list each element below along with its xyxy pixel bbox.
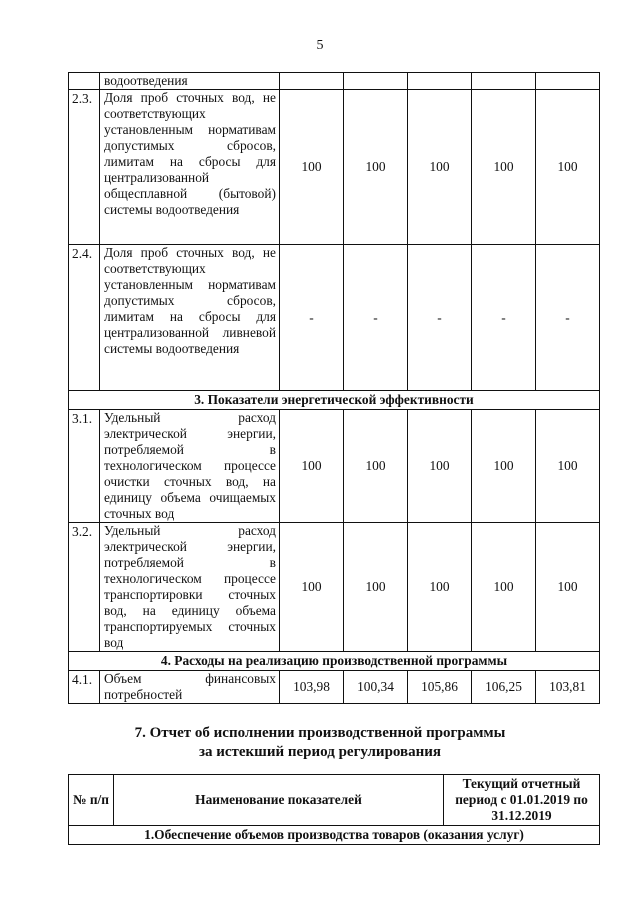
row-number: 4.1. [69, 671, 100, 704]
indicator-name: Доля проб сточных вод, не соответствующих установленным нормативам допустимых сбросов, лимитам на сбросы для централизованной ливневой системы водоотведения [100, 245, 280, 391]
table-row-continued [69, 73, 600, 90]
section-title: 3. Показатели энергетической эффективности [69, 391, 600, 410]
value-cell: 100 [408, 523, 472, 652]
section-heading-line: 7. Отчет об исполнении производственной программы [134, 725, 506, 741]
value-cell: 100 [536, 410, 600, 523]
value-cell: 100 [280, 523, 344, 652]
row-number: 3.1. [69, 410, 100, 523]
value-cell: 100 [408, 90, 472, 245]
value-cell: 100 [344, 90, 408, 245]
value-cell: 100 [472, 523, 536, 652]
value-cell: 103,98 [280, 671, 344, 704]
indicators-table [68, 72, 600, 704]
table-row [69, 90, 600, 245]
value-cell: 100 [344, 523, 408, 652]
table-row [69, 523, 600, 652]
value-cell: 100 [280, 90, 344, 245]
indicator-name: Удельный расход электрической энергии, потребляемой в технологическом процессе очистки сточных вод, на единицу объема очищаемых сточных вод [100, 410, 280, 523]
indicator-name: Объем финансовых потребностей [100, 671, 280, 704]
value-cell: 103,81 [536, 671, 600, 704]
value-cell: 100 [536, 523, 600, 652]
row-number: 2.3. [69, 90, 100, 245]
column-header-number: № п/п [69, 775, 114, 826]
section-heading [0, 724, 640, 762]
report-table [68, 774, 600, 845]
table-row [69, 410, 600, 523]
indicator-name: Доля проб сточных вод, не соответствующих установленным нормативам допустимых сбросов, лимитам на сбросы для централизованной общесплавной (бытовой) системы водоотведения [100, 90, 280, 245]
value-cell: 100 [344, 410, 408, 523]
page-number: 5 [316, 38, 324, 53]
row-number: 3.2. [69, 523, 100, 652]
value-cell: - [344, 245, 408, 391]
value-cell: - [408, 245, 472, 391]
value-cell: 100,34 [344, 671, 408, 704]
value-cell: - [280, 245, 344, 391]
value-cell: 105,86 [408, 671, 472, 704]
section-row [69, 826, 600, 845]
value-cell: 106,25 [472, 671, 536, 704]
table-row [69, 245, 600, 391]
section-title: 1.Обеспечение объемов производства товаров (оказания услуг) [69, 826, 600, 845]
indicator-name: водоотведения [100, 73, 280, 90]
value-cell: 100 [472, 90, 536, 245]
column-header-period: Текущий отчетный период с 01.01.2019 по 31.12.2019 [444, 775, 600, 826]
value-cell: - [472, 245, 536, 391]
section-row [69, 391, 600, 410]
indicator-name: Удельный расход электрической энергии, потребляемой в технологическом процессе транспортировки сточных вод, на единицу объема транспортируемых сточных вод [100, 523, 280, 652]
section-title: 4. Расходы на реализацию производственной программы [69, 652, 600, 671]
row-number: 2.4. [69, 245, 100, 391]
table-row [69, 671, 600, 704]
value-cell: 100 [536, 90, 600, 245]
column-header-name: Наименование показателей [114, 775, 444, 826]
section-row [69, 652, 600, 671]
value-cell: - [536, 245, 600, 391]
row-number [69, 73, 100, 90]
value-cell: 100 [472, 410, 536, 523]
value-cell: 100 [280, 410, 344, 523]
value-cell: 100 [408, 410, 472, 523]
header-row [69, 775, 600, 826]
section-heading-line: за истекший период регулирования [198, 744, 442, 760]
